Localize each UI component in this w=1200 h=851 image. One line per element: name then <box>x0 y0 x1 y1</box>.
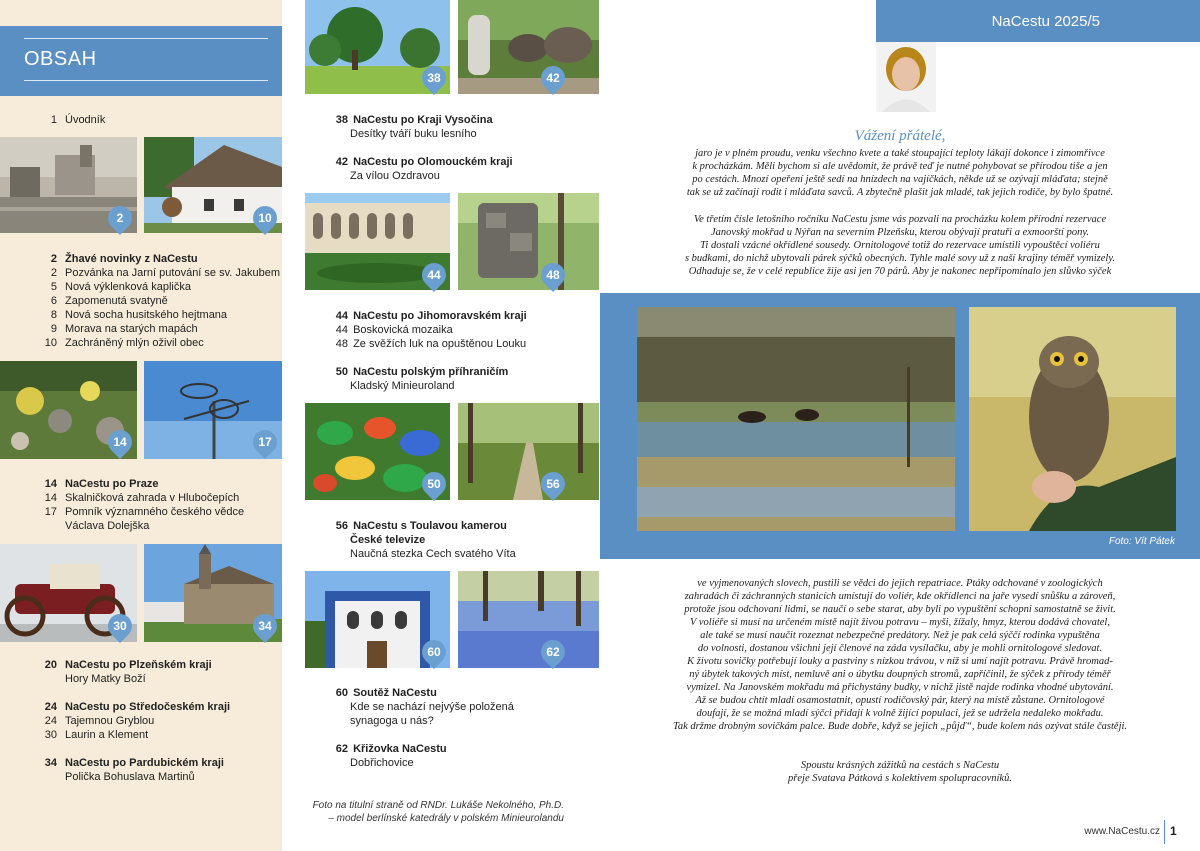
editorial-line: V voliéře si musí na určeném místě najít živou potravu – myši, žížaly, hmyz, kterou dodává chovatel, <box>690 617 1110 628</box>
photo-little-owl <box>969 307 1176 531</box>
toc-item[interactable] <box>330 519 516 533</box>
toc-item[interactable] <box>40 266 280 280</box>
editorial-line: Janovský mokřad u Nýřan na severním Plzeňsku, kterou obývají pratuři a exmoorští pony. <box>710 227 1090 238</box>
editorial-line: ale také se musí naučit rozeznat nebezpečné predátory. Než je pak celá sýččí rodinka vypuštěna <box>700 630 1100 641</box>
toc-item[interactable] <box>40 294 280 308</box>
toc-page-number: 17 <box>44 506 57 518</box>
toc-label: NaCestu po Jihomoravském kraji <box>353 310 527 322</box>
toc-intro <box>40 113 105 127</box>
editorial-line: Ti dostali vzácné okřídlené sousedy. Ornitologové totiž do rezervace umístili vypouštěcí voliéru <box>700 240 1100 251</box>
toc-page-number: 9 <box>50 323 57 335</box>
toc-item[interactable] <box>330 533 516 547</box>
toc-page-number: 24 <box>44 701 57 713</box>
editor-portrait <box>876 42 936 112</box>
toc-label: Kladský Minieuroland <box>350 380 455 392</box>
toc-label: Křižovka NaCestu <box>353 743 447 755</box>
toc-label: Dobřichovice <box>350 757 414 769</box>
editorial-line: protože jsou odchovaní lidmi, se naučí o sebe starat, aby byli po vypuštění schopni samostatně se živit. <box>684 604 1116 615</box>
toc-group-toulava-kamera <box>330 519 516 561</box>
toc-label: České televize <box>350 534 426 546</box>
toc-item[interactable] <box>40 322 280 336</box>
toc-item[interactable] <box>40 280 280 294</box>
editorial-line: s budkami, do nichž ubytovali párek sýčků obecných. Tyhle malé sovy už z naší krajiny téměř vymizely. <box>684 253 1116 264</box>
photo-credit: Foto: Vít Pátek <box>1108 536 1175 547</box>
toc-item[interactable] <box>40 308 280 322</box>
toc-item[interactable] <box>330 155 513 169</box>
editorial-line: K životu sovičky potřebují louky a pastviny s nízkou trávou, v níž si umí najít potravu. Právě hromad- <box>687 656 1113 667</box>
toc-group-olomouc <box>330 155 513 183</box>
toc-item[interactable] <box>40 770 224 784</box>
toc-label: NaCestu po Pardubickém kraji <box>65 757 224 769</box>
editorial-salutation: Vážení přátelé, <box>854 128 946 144</box>
toc-group-krizovka <box>330 742 447 770</box>
page-badge: 14 <box>103 425 137 459</box>
toc-page-number: 24 <box>44 715 57 727</box>
page-badge: 38 <box>417 61 451 95</box>
toc-page-number: 6 <box>50 295 57 307</box>
toc-page-number: 5 <box>50 281 57 293</box>
toc-page-number: 10 <box>44 337 57 349</box>
page-badge: 30 <box>103 609 137 643</box>
toc-page-number: 60 <box>335 687 348 699</box>
toc-item[interactable] <box>40 658 212 672</box>
editorial-line: do volnosti, dostanou všichni její členové na záda vysílačku, aby je mohli ornitologové sledovat. <box>697 643 1103 654</box>
issue-header <box>876 0 1200 42</box>
photo-wetland-ponies <box>637 307 955 531</box>
toc-label: Tajemnou Gryblou <box>65 715 155 727</box>
editorial-line: jaro je v plném proudu, venku všechno kvete a také stoupající teploty lákají dokonce i zimomřivce <box>695 148 1105 159</box>
toc-page-number: 44 <box>335 324 348 336</box>
toc-label: Václava Dolejška <box>65 520 150 532</box>
toc-label: Kde se nachází nejvýše položená <box>350 701 514 713</box>
toc-label: Nová socha husitského hejtmana <box>65 309 228 321</box>
toc-page-number: 20 <box>44 659 57 671</box>
toc-item[interactable] <box>40 477 244 491</box>
footer-website-link[interactable]: www.NaCestu.cz <box>1084 826 1160 837</box>
toc-page-number: 2 <box>50 253 57 265</box>
toc-page-number: 62 <box>335 743 348 755</box>
toc-page-number: 34 <box>44 757 57 769</box>
toc-label: NaCestu s Toulavou kamerou <box>353 520 507 532</box>
toc-page-number: 14 <box>44 478 57 490</box>
editorial-paragraph <box>612 577 1188 733</box>
toc-label: Žhavé novinky z NaCestu <box>65 253 198 265</box>
toc-group-soutez <box>330 686 514 728</box>
toc-label: synagoga u nás? <box>350 715 434 727</box>
page-badge: 62 <box>536 635 570 669</box>
toc-item[interactable] <box>330 756 447 770</box>
toc-label: NaCestu polským příhraničím <box>353 366 509 378</box>
toc-item[interactable] <box>330 337 527 351</box>
toc-item[interactable] <box>40 491 244 505</box>
photo-boardwalk <box>458 403 599 500</box>
editorial-line: Až se budou chtít mladí osamostatnit, opustí rodičovský pár, který na místě zůstane. Ornitologové <box>695 695 1105 706</box>
toc-page-number: 1 <box>50 114 57 126</box>
toc-item[interactable] <box>330 686 514 700</box>
editorial-line: zahradách či záchranných stanicích umístují do voliér, kde okřídlenci na jaře vysedí snůšku a zároveň, <box>684 591 1116 602</box>
toc-label: Zapomenutá svatyně <box>65 295 168 307</box>
page-badge: 10 <box>248 201 282 235</box>
photo-stone-wall <box>458 193 599 290</box>
toc-page-number: 30 <box>44 729 57 741</box>
page-badge: 50 <box>417 467 451 501</box>
toc-item[interactable] <box>330 700 514 714</box>
toc-group-jihomoravsky <box>330 309 527 351</box>
toc-label: Za vílou Ozdravou <box>350 170 440 182</box>
toc-label: NaCestu po Kraji Vysočina <box>353 114 493 126</box>
editorial-line: vymizel. Na Janovském mokřadu má přichystány budky, v nichž jistě najde rodinka vhodné ubytování. <box>686 682 1114 693</box>
toc-label: Laurin a Klement <box>65 729 149 741</box>
footer-divider <box>1164 820 1165 844</box>
editorial-line: tak se už začínají rodit i mláďata savců. A zbytečně plašit jak mladé, tak jejich rodiče, by bylo špatné. <box>686 187 1114 198</box>
toc-item[interactable] <box>40 252 280 266</box>
editorial-line: Tak držme drobným sovičkám palce. Bude dobře, když se jejich „půjď“, bude kolem nás ozývat stále častěji. <box>672 721 1128 732</box>
toc-group-plzen <box>40 658 212 686</box>
page-badge: 17 <box>248 425 282 459</box>
editorial-line: ve vyjmenovaných slovech, pustili se vědci do jejich repatriace. Ptáky odchované v zoologických <box>697 578 1103 589</box>
toc-label: NaCestu po Praze <box>65 478 159 490</box>
toc-item[interactable] <box>330 169 513 183</box>
page-badge: 34 <box>248 609 282 643</box>
editorial-paragraph <box>612 147 1188 199</box>
toc-item[interactable] <box>40 756 224 770</box>
page-number: 1 <box>1170 824 1177 838</box>
toc-item[interactable] <box>330 113 493 127</box>
toc-label: Polička Bohuslava Martinů <box>65 771 195 783</box>
toc-item[interactable] <box>40 672 212 686</box>
toc-label: Úvodník <box>65 114 106 126</box>
toc-item[interactable] <box>330 714 514 728</box>
editorial-line: Odhaduje se, že v celé republice žije asi jen 70 párů. Aby je nakonec nepřipomínalo jen slůvko sýček <box>688 266 1112 277</box>
toc-group-vysocina <box>330 113 493 141</box>
page-badge: 56 <box>536 467 570 501</box>
toc-label: Morava na starých mapách <box>65 323 198 335</box>
toc-group-news <box>40 252 280 350</box>
toc-item[interactable] <box>330 547 516 561</box>
toc-item[interactable] <box>330 309 527 323</box>
page-badge: 44 <box>417 258 451 292</box>
toc-page-number: 14 <box>44 492 57 504</box>
toc-item[interactable] <box>40 700 230 714</box>
contents-header <box>0 26 282 96</box>
toc-item[interactable] <box>330 742 447 756</box>
cover-caption-line: Foto na titulní straně od RNDr. Lukáše Nekolného, Ph.D. <box>312 800 564 811</box>
toc-page-number: 38 <box>335 114 348 126</box>
editorial-line: Spoustu krásných zážitků na cestách s NaCestu <box>800 760 1000 771</box>
editorial-line: k procházkám. Měli bychom si ale uvědomit, že právě teď je nutné pohybovat se přírodou tiše a jen <box>692 161 1108 172</box>
toc-item[interactable] <box>330 323 527 337</box>
editorial-line: ný úbytek takových míst, nemluvě ani o úbytku doupných stromů, zapříčinil, že sýček z přírody téměř <box>689 669 1111 680</box>
photo-bluebell-meadow <box>458 571 599 668</box>
editorial-line: Ve třetím čísle letošního ročníku NaCestu jsme vás pozvali na procházku kolem přírodní rezervace <box>693 214 1107 225</box>
toc-label: Boskovická mozaika <box>353 324 453 336</box>
editorial-paragraph <box>612 213 1188 278</box>
toc-page-number: 8 <box>50 309 57 321</box>
toc-item[interactable] <box>40 519 244 533</box>
toc-group-praha <box>40 477 244 533</box>
page-badge: 2 <box>103 201 137 235</box>
editorial-closing <box>612 759 1188 785</box>
toc-item[interactable] <box>40 714 230 728</box>
toc-page-number: 56 <box>335 520 348 532</box>
contents-title: OBSAH <box>24 48 97 70</box>
header-rule-bottom <box>24 80 268 81</box>
toc-label: Pomník významného českého vědce <box>65 506 245 518</box>
toc-label: Pozvánka na Jarní putování se sv. Jakubem <box>65 267 281 279</box>
toc-item[interactable] <box>330 365 508 379</box>
toc-label: Soutěž NaCestu <box>353 687 437 699</box>
toc-item[interactable] <box>40 113 105 127</box>
toc-group-stredocesky <box>40 700 230 742</box>
toc-page-number: 50 <box>335 366 348 378</box>
toc-label: Zachráněný mlýn oživil obec <box>65 337 204 349</box>
cover-caption <box>300 799 564 825</box>
toc-label: Ze svěžích luk na opuštěnou Louku <box>353 338 527 350</box>
toc-page-number: 44 <box>335 310 348 322</box>
page-badge: 48 <box>536 258 570 292</box>
header-rule-top <box>24 38 268 39</box>
page-badge: 42 <box>536 61 570 95</box>
toc-label: NaCestu po Středočeském kraji <box>65 701 231 713</box>
toc-page-number: 42 <box>335 156 348 168</box>
editorial-line: po cestách. Mnozí opeření ještě sedí na hnízdech na vajíčkách, někde už se ozývají mláďata; stejně <box>692 174 1108 185</box>
toc-label: Hory Matky Boží <box>65 673 146 685</box>
toc-label: Nová výklenková kaplička <box>65 281 191 293</box>
toc-label: NaCestu po Olomouckém kraji <box>353 156 513 168</box>
photo-panel <box>600 293 1200 559</box>
toc-label: Naučná stezka Cech svatého Víta <box>350 548 516 560</box>
toc-item[interactable] <box>40 728 230 742</box>
toc-item[interactable] <box>40 336 280 350</box>
toc-item[interactable] <box>330 127 493 141</box>
editorial-line: přeje Svatava Pátková s kolektivem spolupracovníků. <box>788 773 1012 784</box>
editorial-line: doufají, že se možná mladí sýčci přidají k volně žijící populaci, jež se udržela nedaleko mokřadu. <box>696 708 1104 719</box>
toc-item[interactable] <box>330 379 508 393</box>
photo-stones-forest <box>458 0 599 94</box>
cover-caption-line: – model berlínské katedrály v polském Minieurolandu <box>328 813 564 824</box>
toc-page-number: 48 <box>335 338 348 350</box>
toc-label: Desítky tváří buku lesního <box>350 128 477 140</box>
issue-label: NaCestu 2025/5 <box>991 13 1100 30</box>
toc-label: Skalničková zahrada v Hlubočepích <box>65 492 240 504</box>
toc-page-number: 2 <box>50 267 57 279</box>
page-badge: 60 <box>417 635 451 669</box>
toc-item[interactable] <box>40 505 244 519</box>
toc-label: NaCestu po Plzeňském kraji <box>65 659 212 671</box>
toc-group-pardubice <box>40 756 224 784</box>
toc-group-polsko <box>330 365 508 393</box>
